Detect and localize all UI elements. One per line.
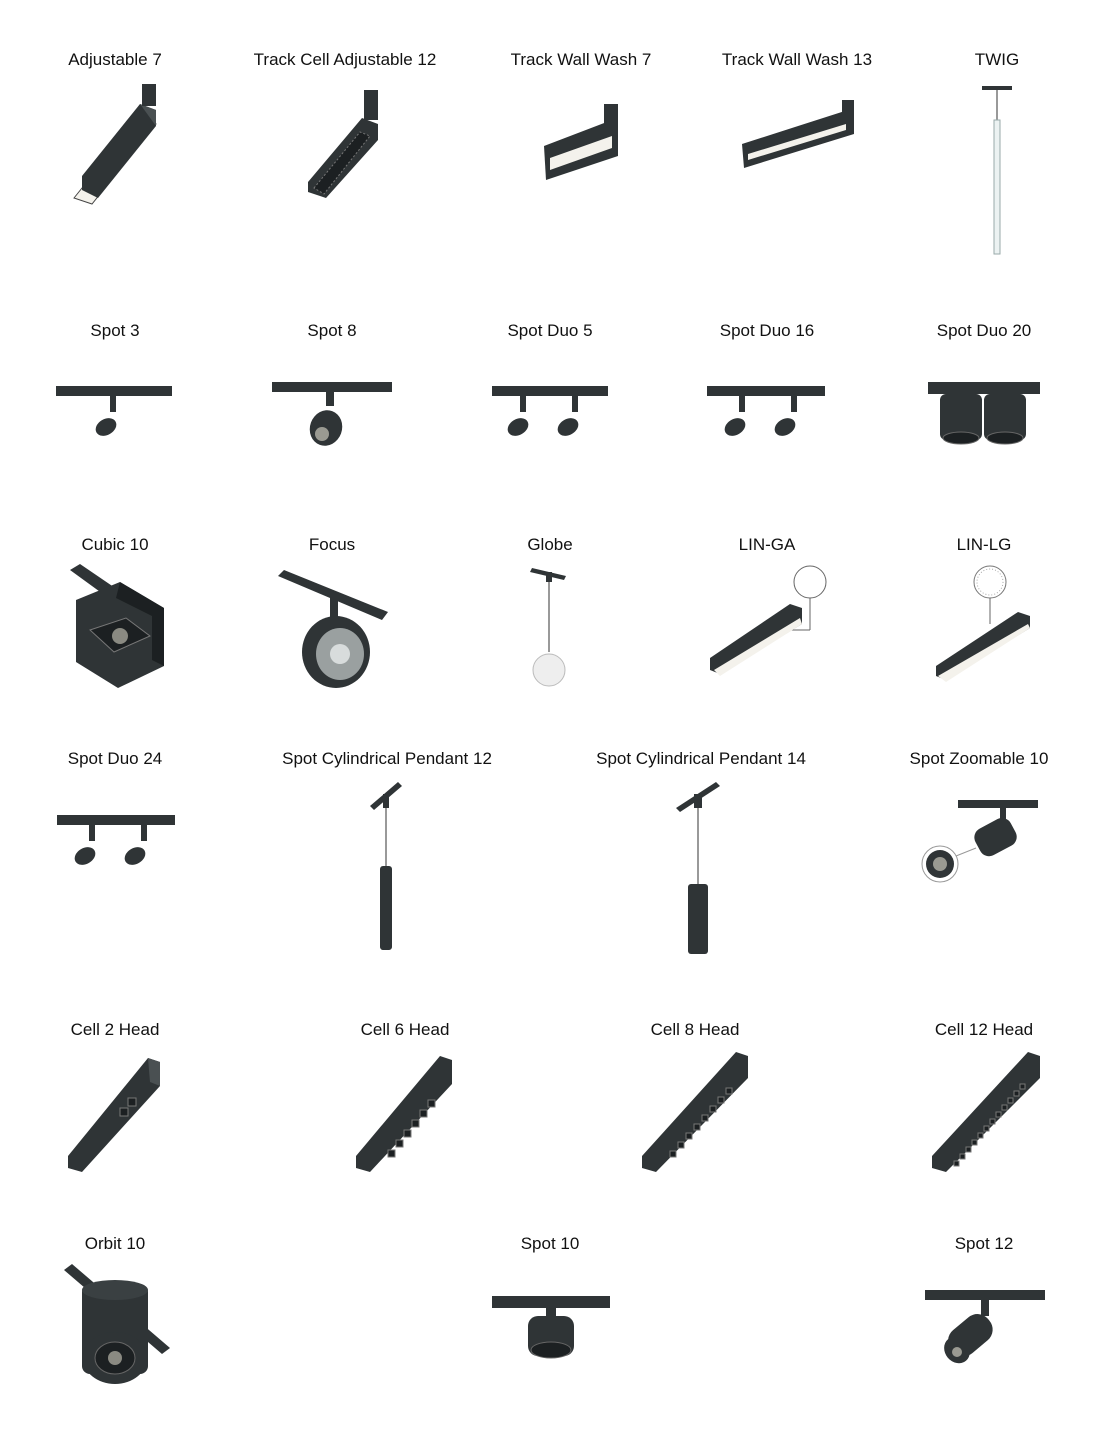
cylindrical-pendant-icon <box>674 780 724 958</box>
track-wall-wash-long-icon <box>738 98 858 176</box>
product-name: LIN-LG <box>956 535 1012 554</box>
product-name: Globe <box>527 535 573 554</box>
track-spot-duo-icon <box>490 382 610 442</box>
product-name: Spot 8 <box>307 321 357 340</box>
track-wall-wash-icon <box>540 100 625 185</box>
linear-lg-icon <box>932 562 1036 684</box>
cell-linear-icon <box>66 1052 164 1174</box>
product-name: Track Wall Wash 13 <box>721 50 873 69</box>
cell-linear-icon <box>930 1048 1042 1174</box>
track-spot-icon <box>923 1286 1047 1370</box>
product-name: Track Cell Adjustable 12 <box>253 50 437 69</box>
product-name: Focus <box>308 535 356 554</box>
track-spot-duo-cylinder-icon <box>926 380 1042 448</box>
product-name: Cell 12 Head <box>934 1020 1034 1039</box>
product-name: Spot Duo 16 <box>719 321 815 340</box>
track-spot-icon <box>270 378 394 450</box>
product-name: TWIG <box>974 50 1020 69</box>
product-name: Spot Duo 5 <box>507 321 593 340</box>
linear-ga-icon <box>706 564 830 680</box>
track-cell-adjustable-icon <box>300 88 390 200</box>
product-name: Spot Cylindrical Pendant 12 <box>282 749 492 768</box>
track-spot-cylinder-icon <box>490 1292 612 1362</box>
product-name: Spot Duo 24 <box>67 749 163 768</box>
product-name: Cell 2 Head <box>70 1020 160 1039</box>
orbit-cylinder-icon <box>62 1262 172 1390</box>
product-name: Spot 12 <box>954 1234 1014 1253</box>
cylindrical-pendant-icon <box>368 780 404 954</box>
product-name: Spot Cylindrical Pendant 14 <box>596 749 806 768</box>
globe-pendant-icon <box>528 564 572 690</box>
product-name: Orbit 10 <box>84 1234 146 1253</box>
product-name: Spot Zoomable 10 <box>909 749 1049 768</box>
track-spot-small-icon <box>54 382 174 442</box>
product-name: Adjustable 7 <box>68 50 162 69</box>
zoomable-spot-icon <box>916 798 1042 888</box>
product-name: Spot 10 <box>520 1234 580 1253</box>
track-spot-duo-icon <box>55 811 177 871</box>
cubic-fixture-icon <box>66 564 170 690</box>
product-name: Cell 8 Head <box>650 1020 740 1039</box>
track-linear-adjustable-icon <box>60 80 170 205</box>
product-name: Spot 3 <box>90 321 140 340</box>
product-name: Spot Duo 20 <box>936 321 1032 340</box>
product-name: LIN-GA <box>738 535 796 554</box>
product-name: Cubic 10 <box>81 535 149 554</box>
cell-linear-icon <box>354 1050 456 1174</box>
product-name: Track Wall Wash 7 <box>510 50 652 69</box>
twig-pendant-icon <box>980 84 1014 259</box>
product-name: Cell 6 Head <box>360 1020 450 1039</box>
cell-linear-icon <box>640 1048 750 1174</box>
focus-spot-icon <box>276 566 392 690</box>
track-spot-duo-icon <box>705 382 827 442</box>
